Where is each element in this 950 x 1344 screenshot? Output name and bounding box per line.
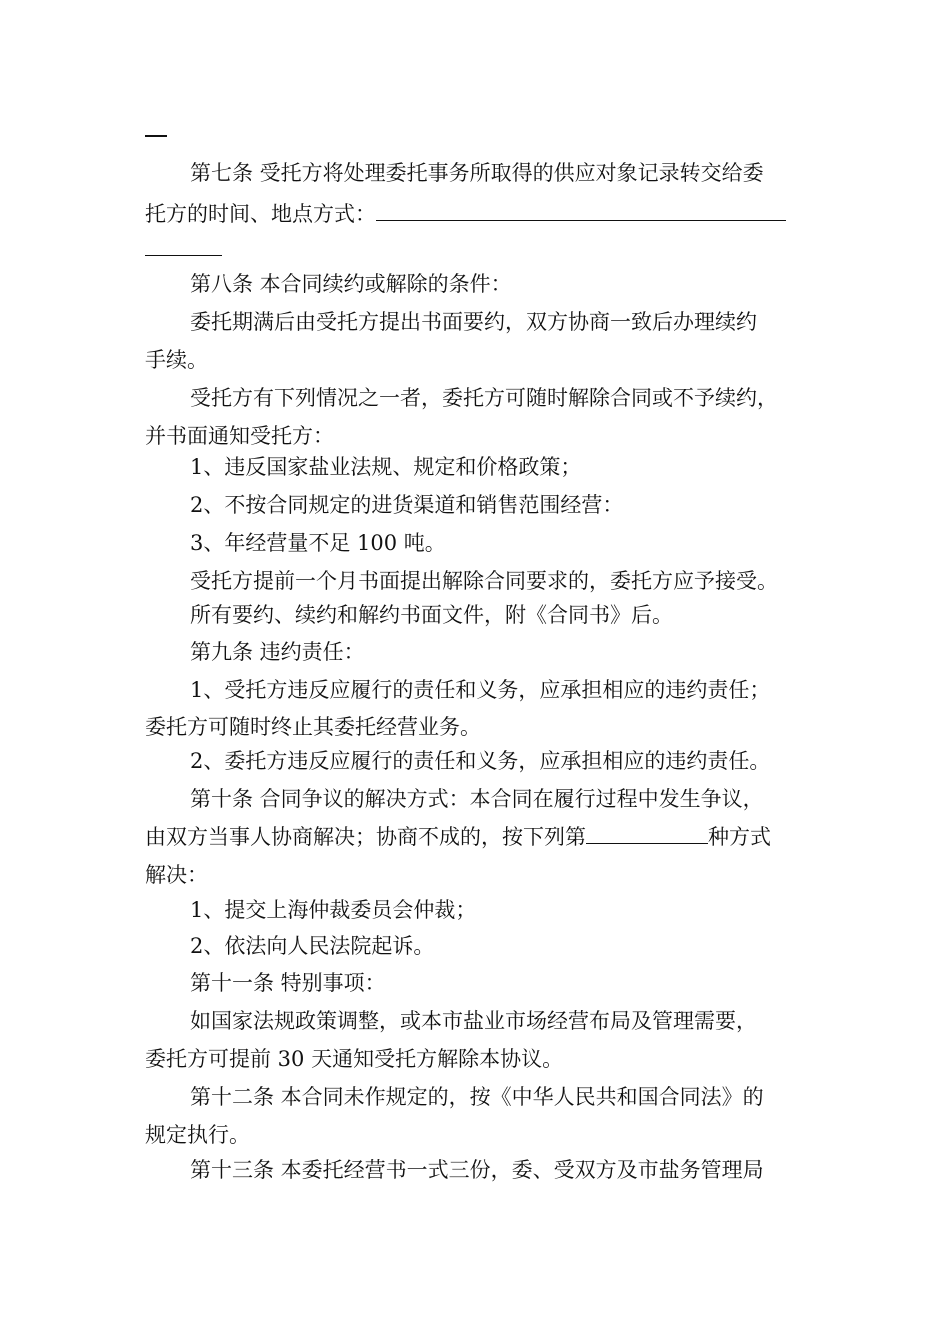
article-8-item-3: 3、年经营量不足 100 吨。	[190, 531, 446, 555]
article-11-heading: 第十一条 特别事项：	[190, 971, 386, 995]
article-10-line-1: 第十条 合同争议的解决方式：本合同在履行过程中发生争议，	[190, 787, 764, 811]
continuation-dash	[145, 135, 167, 137]
article-8-para-3: 受托方提前一个月书面提出解除合同要求的，委托方应予接受。	[190, 569, 778, 593]
article-7-line-1: 第七条 受托方将处理委托事务所取得的供应对象记录转交给委	[190, 161, 764, 185]
article-10-item-2: 2、依法向人民法院起诉。	[190, 934, 435, 958]
article-10-item-1: 1、提交上海仲裁委员会仲裁；	[190, 898, 477, 922]
article-11-para-cont: 委托方可提前 30 天通知受托方解除本协议。	[145, 1047, 564, 1071]
article-7-line-2	[145, 199, 810, 229]
article-10-text-tail: 种方式	[708, 825, 771, 849]
article-7-line-3	[145, 234, 810, 264]
article-11-para: 如国家法规政策调整，或本市盐业市场经营布局及管理需要，	[190, 1009, 757, 1033]
article-8-para-1: 委托期满后由受托方提出书面要约，双方协商一致后办理续约	[190, 310, 757, 334]
article-8-para-1-cont: 手续。	[145, 348, 208, 372]
article-10-line-3: 解决：	[145, 863, 208, 887]
article-9-item-2: 2、委托方违反应履行的责任和义务，应承担相应的违约责任。	[190, 749, 771, 773]
article-7-text: 托方的时间、地点方式：	[145, 202, 376, 226]
article-12-line-2: 规定执行。	[145, 1123, 250, 1147]
article-9-heading: 第九条 违约责任：	[190, 640, 365, 664]
time-place-blank	[376, 200, 786, 221]
article-8-para-4: 所有要约、续约和解约书面文件，附《合同书》后。	[190, 603, 673, 627]
article-10-line-2	[145, 822, 810, 852]
article-13-line-1: 第十三条 本委托经营书一式三份，委、受双方及市盐务管理局	[190, 1158, 764, 1182]
article-8-item-2: 2、不按合同规定的进货渠道和销售范围经营：	[190, 493, 624, 517]
article-8-item-1: 1、违反国家盐业法规、规定和价格政策；	[190, 455, 582, 479]
article-9-item-1-cont: 委托方可随时终止其委托经营业务。	[145, 715, 481, 739]
article-8-para-2-cont: 并书面通知受托方：	[145, 424, 334, 448]
article-9-item-1: 1、受托方违反应履行的责任和义务，应承担相应的违约责任；	[190, 678, 771, 702]
article-10-text: 由双方当事人协商解决；协商不成的，按下列第	[145, 825, 586, 849]
article-8-heading: 第八条 本合同续约或解除的条件：	[190, 272, 512, 296]
time-place-blank-cont	[145, 235, 222, 256]
article-8-para-2: 受托方有下列情况之一者，委托方可随时解除合同或不予续约，	[190, 386, 778, 410]
method-number-blank	[586, 823, 708, 844]
article-12-line-1: 第十二条 本合同未作规定的，按《中华人民共和国合同法》的	[190, 1085, 764, 1109]
